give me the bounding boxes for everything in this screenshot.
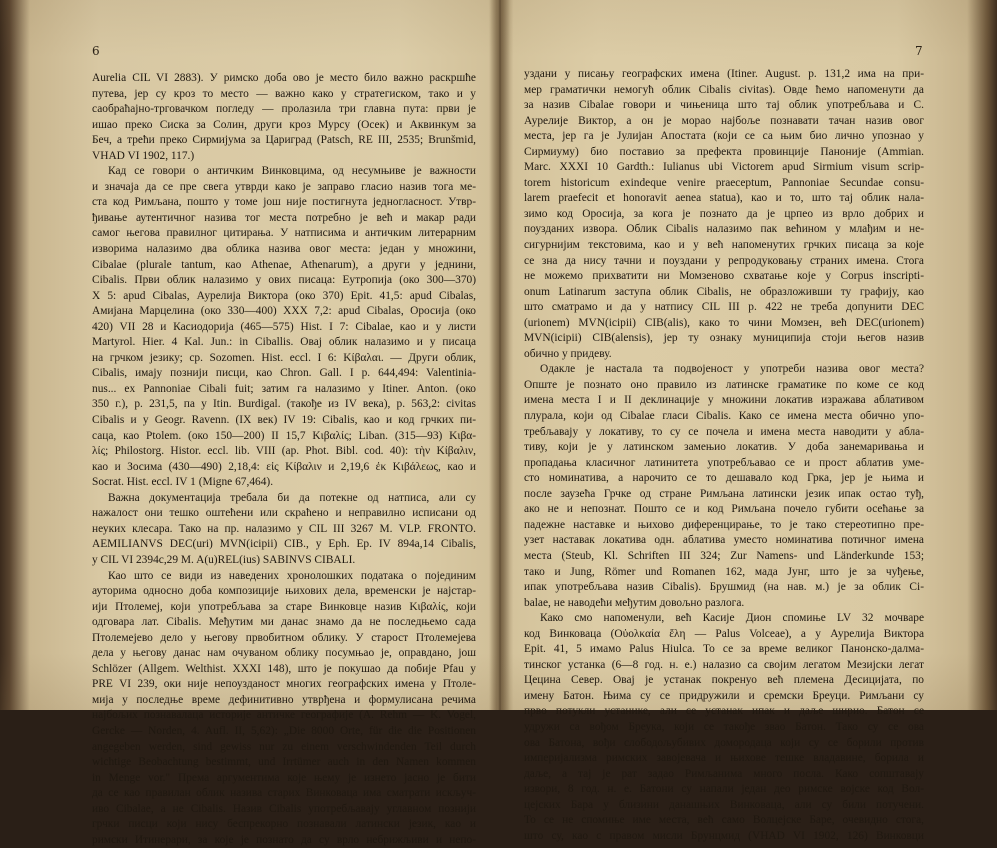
text-line: узет наставак локатива одн. аблатива уместо номинатива потичног имена — [524, 534, 924, 547]
text-line: тинског устанка (6—8 год. н. е.) налазио са својим легатом Мезијски легат — [524, 658, 924, 671]
text-line: цејских Бара у близини данашњих Винковаца, али су били потучени. — [524, 798, 924, 811]
text-line: Цецина Север. Овај је устанак покренуо већ племена Десицијата, по — [524, 674, 924, 687]
text-line: ишао преко Сиска за Солин, други кроз Мурсу (Осек) и Аквинкум за — [92, 118, 476, 131]
text-line: Важна документација требала би да потекне од натписа, али су — [108, 491, 476, 504]
text-line: balae, не наводећи међутим довољно разлога. — [524, 596, 745, 609]
text-line: Socrat. Hist. eccl. IV 1 (Migne 67,464). — [92, 476, 274, 489]
text-line: ипак употребљава назив Cibalis). Брушмид (на нав. м.) је за облик Ci- — [524, 581, 924, 594]
text-line: Aurelia CIL VI 2883). У римско доба ово је место било важно раскршће — [92, 72, 476, 84]
text-line: ова Батона, вођи слободољубивих домородаца који су се борили против — [524, 736, 924, 749]
text-line: torem historicum exindeque venire praeceptum, Pannoniae Secundae consu- — [524, 176, 924, 189]
text-line: Беч, а трећи преко Сирмијума за Цариград (Patsch, RE III, 2535; Brunšmid, — [92, 134, 476, 147]
text-line: angegeben werden, sind gewiss nur zu einem verschwindenden Teil durch — [92, 740, 476, 753]
text-line: PRE VI 239, оки није непоузданост многих географских имена у Птоле- — [92, 678, 476, 691]
text-line: ђивање аутентичног назива тог места потребно је већ и макар ради — [92, 211, 476, 224]
text-line: То се не спомиње име места, већ само Волцејске Баре, очевидно стога, — [524, 814, 924, 827]
text-line: грчки писци који нису беспрекорно познавали латински језик, као и — [92, 818, 476, 831]
text-line: Аурелије Виктор, а он је морао најбоље познавати тачан назив овог — [524, 114, 924, 127]
right-page — [502, 0, 997, 842]
text-line: одговара лат. Cibalis. Међутим ми данас знамо да не последњемо сада — [92, 616, 476, 629]
text-line: после заузећа Грчке од стране Римљана латински језик ипак остао туђ, — [524, 487, 924, 500]
text-line: што су, као с правом мисли Брунцмид (VHAD VI 1902, 126) Винковци — [524, 829, 924, 842]
text-line: Сирмиуму) био поставио за префекта провинције Паноније (Ammian. — [524, 145, 924, 158]
text-line: onum Latinarum заступа облик Cibalis, не образложивши ту графију, као — [524, 285, 924, 298]
text-line: larem praefecit et honoravit aenea statua), као и то, што тај облик нала- — [524, 192, 924, 205]
text-line: Птолемејево дело у његову првобитном облику. У старост Птолемејева — [92, 631, 476, 644]
text-line: сто номинатива, а нарочито се то дешавало код Грка, јер је њима и — [524, 472, 924, 485]
text-line: Martyrol. Hier. 4 Kal. Jun.: in Ciballis. Овај облик налазимо и у писаца — [92, 336, 476, 349]
text-line: удружи са вођом Бреука, који се такође звао Батон. Тако су се ова — [524, 720, 924, 733]
text-line: тако и Jung, Römer und Romanen 162, мада Јунг, што је за чуђење, — [524, 565, 924, 578]
text-line: плурала, који од Cibalae гласи Cibalis. Како се имена места обично упо- — [524, 410, 924, 423]
text-line: саца, као Ptolem. (око 150—200) II 15,7 Κιβαλίς; Liban. (315—93) Κιβα- — [92, 429, 476, 442]
text-line: in Menge vor." Према аргументима које њему је изнето јасно је бити — [92, 771, 476, 784]
text-line: MVN(icipii) CIB(alensis), јер ту ознаку муниципија стоји његов назив — [524, 332, 924, 345]
text-line: пропадања класичног латинитета употребљавао се и прост аблатив уме- — [524, 456, 924, 469]
text-line: 350 г.), p. 231,5, па у Itin. Burdigal. (такође из IV века), p. 563,2: civitas — [92, 398, 476, 411]
text-line: у CIL VI 2394c,29 M. A(u)REL(ius) SABINVS CIBALI. — [92, 553, 356, 566]
text-line: Cibalis, имају познији писци, као Chron. Gall. I p. 644,494: Valentinia- — [92, 367, 476, 380]
text-line: Schlözer (Allgem. Welthist. XXXI 148), што је покушао да побије Pfau у — [92, 662, 476, 675]
text-line: Како смо напоменули, већ Касије Дион спомиње LV 32 мочваре — [540, 612, 924, 625]
text-line: Опште је познато оно правило из латинске граматике по коме се код — [524, 378, 924, 391]
text-line: извори, 8 год. н. е. Батони су напали један део римске војске код Вол- — [524, 783, 924, 796]
text-line: самог његова правилног цитирања. У натписима и античким литерарним — [92, 227, 476, 240]
text-line: даље, а тај је рат задао Римљанима много посла. Како сопштавају — [524, 767, 924, 780]
text-line: мер граматички немогућ облик Cibalis civitas). Овде ћемо напоменути да — [524, 83, 924, 96]
text-line: Амијана Марцелина (око 330—400) XXX 7,2: apud Cibalas, Оросија (око — [92, 305, 476, 318]
text-line: као и Зосима (430—490) 2,18,4: εἰς Κίβαλιν и 2,19,6 ἐκ Κιβάλεως, као и — [92, 460, 476, 473]
text-line: обично у придеву. — [524, 347, 612, 360]
text-line: Epit. 41, 5 имамо Palus Hiulca. То се за време великог Панонско-далма- — [524, 643, 924, 656]
left-page-text — [92, 71, 476, 848]
text-line: најбољих познавалаца историје античке географије (A. Rehm — K. Vogel, — [92, 709, 476, 722]
text-line: неуких клесара. Тако на пр. налазимо у CIL III 3267 M. VLP. FRONTO. — [92, 522, 476, 535]
text-line: дела у његову данас нам очуваном облику посумњао је, оправдано, још — [92, 647, 476, 660]
text-line: ако не и непознат. Пошто се и код Римљана почело губити осећање за — [524, 503, 924, 516]
text-line: на грчком језику; ср. Sozomen. Hist. eccl. I 6: Κίβαλαι. — Други облик, — [92, 351, 476, 364]
text-line: се зна да нису тачни и поуздани у репродуковању страних имена. Стога — [524, 254, 924, 267]
text-line: λίς; Philostorg. Histor. eccl. lib. VIII (ap. Phot. Bibl. cod. 40): τὴν Κίβαλιν, — [92, 445, 476, 458]
left-page-number: 6 — [92, 44, 100, 58]
text-line: Одакле је настала та подвојеност у употреби назива овог места? — [540, 363, 924, 376]
text-line: да се као правилан облик назива старих Винковаца има сматрати искључ- — [92, 787, 476, 800]
text-line: ауторима односно доба композиције њихових дела, временски је најстар- — [92, 585, 476, 598]
text-line: за назив Cibalae говори и чињеница што тај облик употребљава и С. — [524, 99, 924, 112]
text-line: мија у последње време дефинитивно утврђена и формулисана речима — [92, 693, 476, 706]
text-line: Као што се види из наведених хронолошких података о појединим — [108, 569, 476, 582]
text-line: иво Cibalae, а не Cibalis. Назив Cibalis употребљавају углавном познији — [92, 802, 476, 815]
text-line: што сматрамо и да у натпису CIL III p. 422 не треба допунити DEC — [524, 301, 924, 314]
text-line: Кад се говори о античким Винковцима, од несумњиве је важности — [108, 165, 476, 178]
text-line: сигурнијим текстовима, као и у већ напоменутих грчких писаца за које — [524, 239, 924, 252]
text-line: зимо код Оросија, за кога је познато да је црпео из врло добрих и — [524, 207, 924, 220]
text-line: Cibalis и у Geogr. Ravenn. (IX век) IV 19: Cibalis, као и код грчких пи- — [92, 414, 476, 427]
text-line: код Винковаца (Οὐολκαία ἕλη — Palus Volceae), а у Аурелија Виктора — [524, 627, 924, 640]
text-line: ста код Римљана, пошто у томе још није постигнута једногласност. Утвр- — [92, 196, 476, 209]
text-line: тиву, који је у латинском замењио локатив. У доба занемаривања и — [524, 441, 924, 454]
text-line: X 5: apud Cibalas, Аурелија Виктора (око 370) Epit. 41,5: apud Cibalas, — [92, 289, 476, 302]
text-line: 420) VII 28 и Касиодорија (465—575) Hist. I 7: Cibalae, као и у листи — [92, 320, 476, 333]
text-line: прво потукли устанике, али се устанак ипак и даље ширио. Батон се — [524, 705, 924, 718]
text-line: Cibalae (plurale tantum, као Athenae, Athenarum), а други у једнини, — [92, 258, 476, 271]
text-line: Cibalis. Први облик налазимо у ових писаца: Еутропија (око 300—370) — [92, 274, 476, 287]
text-line: нажалост они тешко оштећени или скраћено и неправилно исписани од — [92, 507, 476, 520]
text-line: и значаја да се пре свега утврди како је заправо гласио назив тога ме- — [92, 180, 476, 193]
text-line: имену Батон. Њима су се придружили и сремски Бреуци. Римљани су — [524, 689, 924, 702]
text-line: места, јер га је Јулијан Апостата (који се са њим био лично упознао у — [524, 130, 924, 143]
text-line: уздани у писању географских имена (Itiner. August. p. 131,2 има на при- — [524, 68, 924, 80]
text-line: VHAD VI 1902, 117.) — [92, 149, 195, 162]
left-page — [0, 0, 497, 846]
text-line: требљавају у локативу, то су се почела и имена места наводити у абла- — [524, 425, 924, 438]
text-line: саобраћајно-трговачком погледу — пролазила три главна пута: први је — [92, 103, 476, 116]
text-line: путева, јер су кроз то место — важно како у стратегиском, тако и у — [92, 87, 476, 100]
text-line: nus... ex Pannoniae Cibali fuit; затим га налазимо у Itiner. Anton. (око — [92, 382, 476, 395]
text-line: ији Птолемеј, који употребљава за старе Винковце назив Κιβαλίς, који — [92, 600, 476, 613]
text-line: падежне наставке и њихово диференцирање, то је тако стереотипно пре- — [524, 518, 924, 531]
text-line: империјализма римских завојевача и њихове тешке владавине, борила и — [524, 752, 924, 765]
text-line: не можемо прихватити ни Момзеново схватање које у Corpus inscripti- — [524, 270, 924, 283]
text-line: AEMILIANVS DEC(uri) MVN(icipii) CIB., у Eph. Ep. IV 894a,14 Cibalis, — [92, 538, 476, 551]
right-page-number: 7 — [915, 44, 923, 58]
text-line: места (Steub, Kl. Schriften III 324; Zur Namens- und Länderkunde 153; — [524, 549, 924, 562]
text-line: wichtige Beobachtung bestimmt, und Irrtümer auch in den Namen kommen — [92, 756, 476, 769]
text-line: Marc. XXXI 10 Gardth.: Iulianus ubi Victorem apud Sirmium visum scrip- — [524, 161, 924, 174]
text-line: имена места I и II деклинације у множини локатив изражава аблативом — [524, 394, 924, 407]
text-line: (urionem) MVN(icipii) CIB(alis), како то чини Момзен, већ DEC(urionem) — [524, 316, 924, 329]
text-line: изворима налазимо два облика назива овог места: један у множини, — [92, 243, 476, 256]
text-line: Gercke — Norden, 4. Aufl. II, 5,62): „Die 8000 Orte, für die die Positionen — [92, 724, 476, 737]
text-line: римски Итинерари, за које је познато да су врло небрижљиви и непо- — [92, 833, 476, 846]
right-page-text — [524, 67, 924, 844]
text-line: поузданих извора. Облик Cibalis налазимо пак већином у млађим и не- — [524, 223, 924, 236]
